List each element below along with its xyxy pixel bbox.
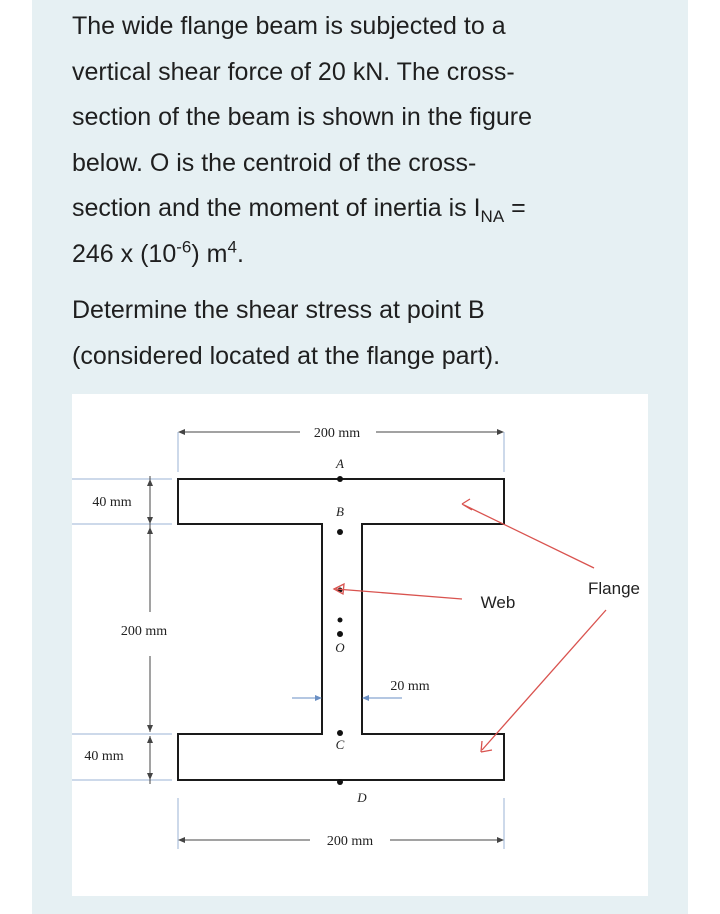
callout-arrows <box>334 499 606 752</box>
inertia-unit-exponent: 4 <box>227 237 237 257</box>
problem-line <box>72 232 652 278</box>
flange-label: Flange <box>588 579 640 598</box>
point-c-label: C <box>335 737 345 752</box>
dot-marker <box>338 618 343 623</box>
point-a-marker <box>337 476 343 482</box>
problem-line: The wide flange beam is subjected to a <box>72 12 506 40</box>
left-dimensions <box>72 476 172 784</box>
beam-figure <box>72 394 648 896</box>
dim-left-top-label: 40 mm <box>92 495 132 510</box>
dim-top-label: 200 mm <box>313 426 361 441</box>
inertia-exponent: -6 <box>176 237 192 257</box>
inertia-period: . <box>236 239 244 268</box>
problem-line: vertical shear force of 20 kN. The cross- <box>72 57 515 86</box>
inertia-unit: ) m <box>191 239 228 268</box>
point-d-marker <box>337 779 343 785</box>
dim-web-label: 20 mm <box>390 679 430 694</box>
web-dimension <box>292 679 430 701</box>
point-o-marker <box>337 631 343 637</box>
inertia-value: 246 x (10 <box>72 239 177 268</box>
question-line: (considered located at the flange part). <box>72 341 501 370</box>
cross-section-diagram <box>72 394 648 896</box>
point-d-label: D <box>357 790 367 805</box>
question <box>72 288 652 379</box>
inertia-equals: = <box>504 194 526 222</box>
problem-statement <box>72 4 652 277</box>
bottom-dimension <box>178 798 504 849</box>
point-c-marker <box>337 730 343 736</box>
inertia-text: section and the moment of inertia is I <box>72 194 481 222</box>
problem-line: below. O is the centroid of the cross- <box>72 148 477 177</box>
dim-left-mid-label: 200 mm <box>120 624 168 639</box>
point-a-label: A <box>336 456 344 471</box>
dim-bottom-label: 200 mm <box>326 834 374 849</box>
dim-left-bottom-label: 40 mm <box>84 749 124 764</box>
point-b-label: B <box>336 504 344 519</box>
web-label: Web <box>480 593 516 612</box>
point-o-label: O <box>335 640 345 655</box>
point-b-marker <box>337 529 343 535</box>
problem-line <box>72 186 652 232</box>
inertia-subscript: NA <box>480 207 505 226</box>
question-line: Determine the shear stress at point B <box>72 296 485 324</box>
problem-line: section of the beam is shown in the figure <box>72 103 532 131</box>
